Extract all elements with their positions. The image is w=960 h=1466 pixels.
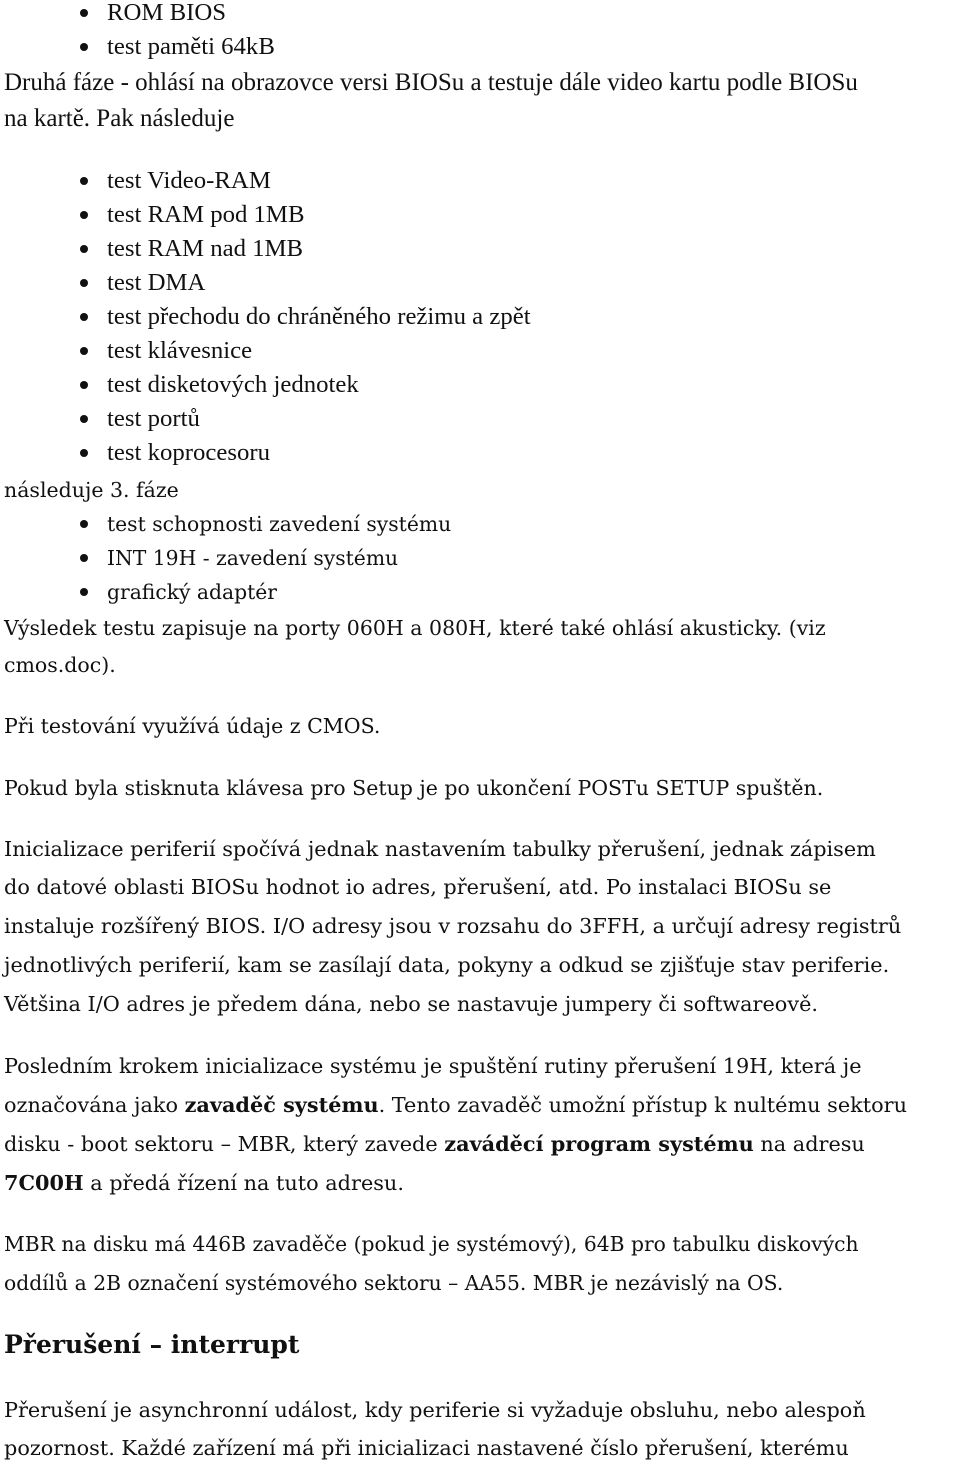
boot-line1: Posledním krokem inicializace systému je spuštění rutiny přerušení 19H, která je [4,1054,862,1078]
list-item: test klávesnice [0,334,960,368]
list-item: ROM BIOS [0,0,960,30]
interrupt-line2: pozornost. Každé zařízení má při inicializaci nastavené číslo přerušení, kterému [4,1436,849,1460]
list-item: grafický adaptér [0,575,960,609]
list-item: test Video-RAM [0,164,960,198]
bios-test-list [0,0,960,64]
mbr-line1: MBR na disku má 446B zavaděče (pokud je systémový), 64B pro tabulku diskových [4,1232,859,1256]
boot-line3-text: disku - boot sektoru – MBR, který zavede [4,1132,445,1156]
mbr-line2: oddílů a 2B označení systémového sektoru – AA55. MBR je nezávislý na OS. [4,1271,784,1295]
list-item: test RAM nad 1MB [0,232,960,266]
boot-line3-rest: na adresu [753,1132,865,1156]
boot-line4 [0,1166,404,1200]
boot-line4-rest: a předá řízení na tuto adresu. [83,1171,404,1195]
boot-line3 [0,1127,865,1161]
init-line3: instaluje rozšířený BIOS. I/O adresy jsou v rozsahu do 3FFH, a určují adresy registrů [4,914,902,938]
boot-line2-rest: . Tento zavaděč umožní přístup k nultému sektoru [378,1093,907,1117]
phase3-label: následuje 3. fáze [4,478,179,502]
boot-line2 [0,1088,907,1122]
phase3-list [0,507,960,609]
interrupt-line1: Přerušení je asynchronní událost, kdy periferie si vyžaduje obsluhu, nebo alespoň [4,1398,866,1422]
setup-paragraph: Pokud byla stisknuta klávesa pro Setup je po ukončení POSTu SETUP spuštěn. [4,776,824,800]
init-line2: do datové oblasti BIOSu hodnot io adres, přerušení, atd. Po instalaci BIOSu se [4,875,832,899]
list-item: test portů [0,402,960,436]
bootloader-term: zavaděč systému [184,1092,379,1117]
list-item: test DMA [0,266,960,300]
list-item: test disketových jednotek [0,368,960,402]
result-line2: cmos.doc). [4,653,116,677]
list-item: test přechodu do chráněného režimu a zpět [0,300,960,334]
boot-address: 7C00H [4,1170,84,1195]
list-item: test schopnosti zavedení systému [0,507,960,541]
boot-line2-text: označována jako [4,1093,185,1117]
list-item: test koprocesoru [0,436,960,470]
list-item: test RAM pod 1MB [0,198,960,232]
list-item: test paměti 64kB [0,30,960,64]
boot-program-term: zaváděcí program systému [444,1131,754,1156]
init-line1: Inicializace periferií spočívá jednak nastavením tabulky přerušení, jednak zápisem [4,837,876,861]
section-heading: Přerušení – interrupt [4,1330,300,1359]
cmos-paragraph: Při testování využívá údaje z CMOS. [4,714,381,738]
init-line5: Většina I/O adres je předem dána, nebo se nastavuje jumpery či softwareově. [4,992,818,1016]
phase2-line1: Druhá fáze - ohlásí na obrazovce versi BIOSu a testuje dále video kartu podle BIOSu [4,69,858,96]
init-line4: jednotlivých periferií, kam se zasílají data, pokyny a odkud se zjišťuje stav periferie. [4,953,890,977]
result-line1: Výsledek testu zapisuje na porty 060H a 080H, které také ohlásí akusticky. (viz [4,616,826,640]
list-item: INT 19H - zavedení systému [0,541,960,575]
phase2-line2: na kartě. Pak následuje [4,105,235,132]
phase2-test-list [0,164,960,470]
